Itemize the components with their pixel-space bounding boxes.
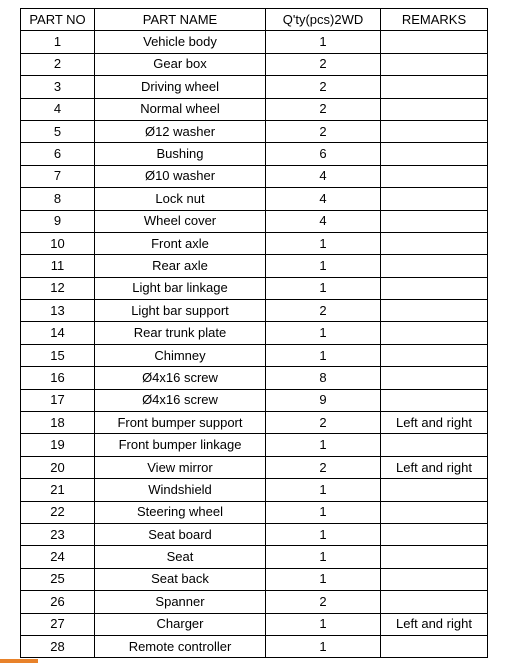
- cell-part-name: Steering wheel: [95, 501, 266, 523]
- cell-remarks: [381, 523, 488, 545]
- cell-part-name: Vehicle body: [95, 31, 266, 53]
- cell-part-no: 27: [21, 613, 95, 635]
- cell-part-name: Lock nut: [95, 188, 266, 210]
- table-row: [21, 76, 488, 98]
- table-row: [21, 367, 488, 389]
- cell-remarks: Left and right: [381, 613, 488, 635]
- table-row: [21, 188, 488, 210]
- cell-remarks: [381, 434, 488, 456]
- cell-remarks: [381, 232, 488, 254]
- cell-quantity: 2: [266, 98, 381, 120]
- cell-remarks: [381, 165, 488, 187]
- cell-part-name: Chimney: [95, 344, 266, 366]
- cell-quantity: 1: [266, 523, 381, 545]
- table-row: [21, 546, 488, 568]
- table-row: [21, 165, 488, 187]
- cell-remarks: [381, 389, 488, 411]
- cell-remarks: [381, 591, 488, 613]
- table-row: [21, 255, 488, 277]
- cell-part-no: 6: [21, 143, 95, 165]
- table-row: [21, 210, 488, 232]
- table-body: [21, 31, 488, 658]
- cell-part-name: Rear axle: [95, 255, 266, 277]
- cell-quantity: 2: [266, 53, 381, 75]
- table-row: [21, 501, 488, 523]
- cell-remarks: [381, 53, 488, 75]
- cell-part-no: 23: [21, 523, 95, 545]
- cell-part-name: Front bumper support: [95, 412, 266, 434]
- cell-quantity: 1: [266, 546, 381, 568]
- table-row: [21, 300, 488, 322]
- cell-remarks: [381, 568, 488, 590]
- table-row: [21, 31, 488, 53]
- cell-quantity: 8: [266, 367, 381, 389]
- cell-part-no: 18: [21, 412, 95, 434]
- table-row: [21, 120, 488, 142]
- cell-part-no: 4: [21, 98, 95, 120]
- cell-remarks: [381, 143, 488, 165]
- header-quantity: Q'ty(pcs)2WD: [266, 9, 381, 31]
- cell-quantity: 1: [266, 434, 381, 456]
- cell-remarks: [381, 501, 488, 523]
- cell-part-name: Windshield: [95, 479, 266, 501]
- cell-remarks: [381, 479, 488, 501]
- cell-remarks: [381, 120, 488, 142]
- cell-quantity: 4: [266, 210, 381, 232]
- cell-part-no: 8: [21, 188, 95, 210]
- cell-remarks: [381, 277, 488, 299]
- cell-remarks: [381, 322, 488, 344]
- cell-part-no: 21: [21, 479, 95, 501]
- cell-part-name: Rear trunk plate: [95, 322, 266, 344]
- cell-quantity: 2: [266, 76, 381, 98]
- cell-remarks: [381, 635, 488, 657]
- cell-part-name: Wheel cover: [95, 210, 266, 232]
- table-row: [21, 143, 488, 165]
- header-remarks: REMARKS: [381, 9, 488, 31]
- cell-part-no: 24: [21, 546, 95, 568]
- parts-list-table: [20, 8, 488, 658]
- cell-quantity: 1: [266, 255, 381, 277]
- table-row: [21, 591, 488, 613]
- cell-quantity: 2: [266, 120, 381, 142]
- cell-part-name: Seat: [95, 546, 266, 568]
- cell-part-name: Front bumper linkage: [95, 434, 266, 456]
- cell-remarks: [381, 210, 488, 232]
- cell-part-name: Remote controller: [95, 635, 266, 657]
- cell-part-no: 1: [21, 31, 95, 53]
- table-row: [21, 389, 488, 411]
- cell-part-no: 13: [21, 300, 95, 322]
- cell-part-name: Ø12 washer: [95, 120, 266, 142]
- cell-quantity: 4: [266, 165, 381, 187]
- cell-remarks: [381, 188, 488, 210]
- cell-part-no: 25: [21, 568, 95, 590]
- cell-quantity: 2: [266, 591, 381, 613]
- orange-edge-mark: [0, 659, 38, 663]
- cell-remarks: [381, 367, 488, 389]
- cell-quantity: 1: [266, 479, 381, 501]
- cell-quantity: 4: [266, 188, 381, 210]
- cell-quantity: 9: [266, 389, 381, 411]
- cell-part-no: 17: [21, 389, 95, 411]
- cell-part-no: 12: [21, 277, 95, 299]
- cell-remarks: [381, 31, 488, 53]
- cell-part-no: 5: [21, 120, 95, 142]
- cell-remarks: [381, 300, 488, 322]
- cell-part-no: 20: [21, 456, 95, 478]
- cell-quantity: 1: [266, 31, 381, 53]
- table-row: [21, 232, 488, 254]
- cell-part-no: 11: [21, 255, 95, 277]
- cell-quantity: 1: [266, 344, 381, 366]
- cell-remarks: [381, 546, 488, 568]
- cell-quantity: 6: [266, 143, 381, 165]
- table-row: [21, 456, 488, 478]
- cell-quantity: 1: [266, 613, 381, 635]
- table-row: [21, 322, 488, 344]
- table-row: [21, 568, 488, 590]
- header-part-name: PART NAME: [95, 9, 266, 31]
- table-row: [21, 277, 488, 299]
- table-header-row: [21, 9, 488, 31]
- cell-quantity: 2: [266, 412, 381, 434]
- cell-part-name: Ø10 washer: [95, 165, 266, 187]
- cell-part-name: Light bar support: [95, 300, 266, 322]
- cell-part-name: View mirror: [95, 456, 266, 478]
- cell-part-name: Seat back: [95, 568, 266, 590]
- cell-part-no: 9: [21, 210, 95, 232]
- cell-part-no: 2: [21, 53, 95, 75]
- cell-quantity: 1: [266, 635, 381, 657]
- cell-part-no: 15: [21, 344, 95, 366]
- cell-part-no: 7: [21, 165, 95, 187]
- cell-quantity: 1: [266, 568, 381, 590]
- cell-remarks: Left and right: [381, 456, 488, 478]
- cell-quantity: 1: [266, 501, 381, 523]
- cell-quantity: 1: [266, 232, 381, 254]
- cell-part-name: Charger: [95, 613, 266, 635]
- cell-part-name: Front axle: [95, 232, 266, 254]
- cell-part-name: Gear box: [95, 53, 266, 75]
- cell-remarks: [381, 255, 488, 277]
- cell-quantity: 2: [266, 456, 381, 478]
- cell-remarks: [381, 98, 488, 120]
- cell-part-no: 22: [21, 501, 95, 523]
- cell-part-no: 28: [21, 635, 95, 657]
- cell-part-name: Bushing: [95, 143, 266, 165]
- cell-part-name: Ø4x16 screw: [95, 389, 266, 411]
- cell-part-name: Seat board: [95, 523, 266, 545]
- header-part-no: PART NO: [21, 9, 95, 31]
- cell-quantity: 2: [266, 300, 381, 322]
- table-row: [21, 344, 488, 366]
- table-row: [21, 523, 488, 545]
- cell-remarks: Left and right: [381, 412, 488, 434]
- cell-part-no: 26: [21, 591, 95, 613]
- cell-remarks: [381, 76, 488, 98]
- table-row: [21, 98, 488, 120]
- table-row: [21, 635, 488, 657]
- cell-part-name: Light bar linkage: [95, 277, 266, 299]
- cell-remarks: [381, 344, 488, 366]
- cell-part-no: 19: [21, 434, 95, 456]
- table-row: [21, 412, 488, 434]
- cell-part-no: 3: [21, 76, 95, 98]
- table-row: [21, 434, 488, 456]
- cell-quantity: 1: [266, 277, 381, 299]
- table-row: [21, 53, 488, 75]
- cell-part-no: 14: [21, 322, 95, 344]
- table-row: [21, 613, 488, 635]
- cell-part-name: Driving wheel: [95, 76, 266, 98]
- cell-part-no: 16: [21, 367, 95, 389]
- cell-part-name: Normal wheel: [95, 98, 266, 120]
- cell-part-name: Ø4x16 screw: [95, 367, 266, 389]
- cell-quantity: 1: [266, 322, 381, 344]
- cell-part-name: Spanner: [95, 591, 266, 613]
- table-row: [21, 479, 488, 501]
- cell-part-no: 10: [21, 232, 95, 254]
